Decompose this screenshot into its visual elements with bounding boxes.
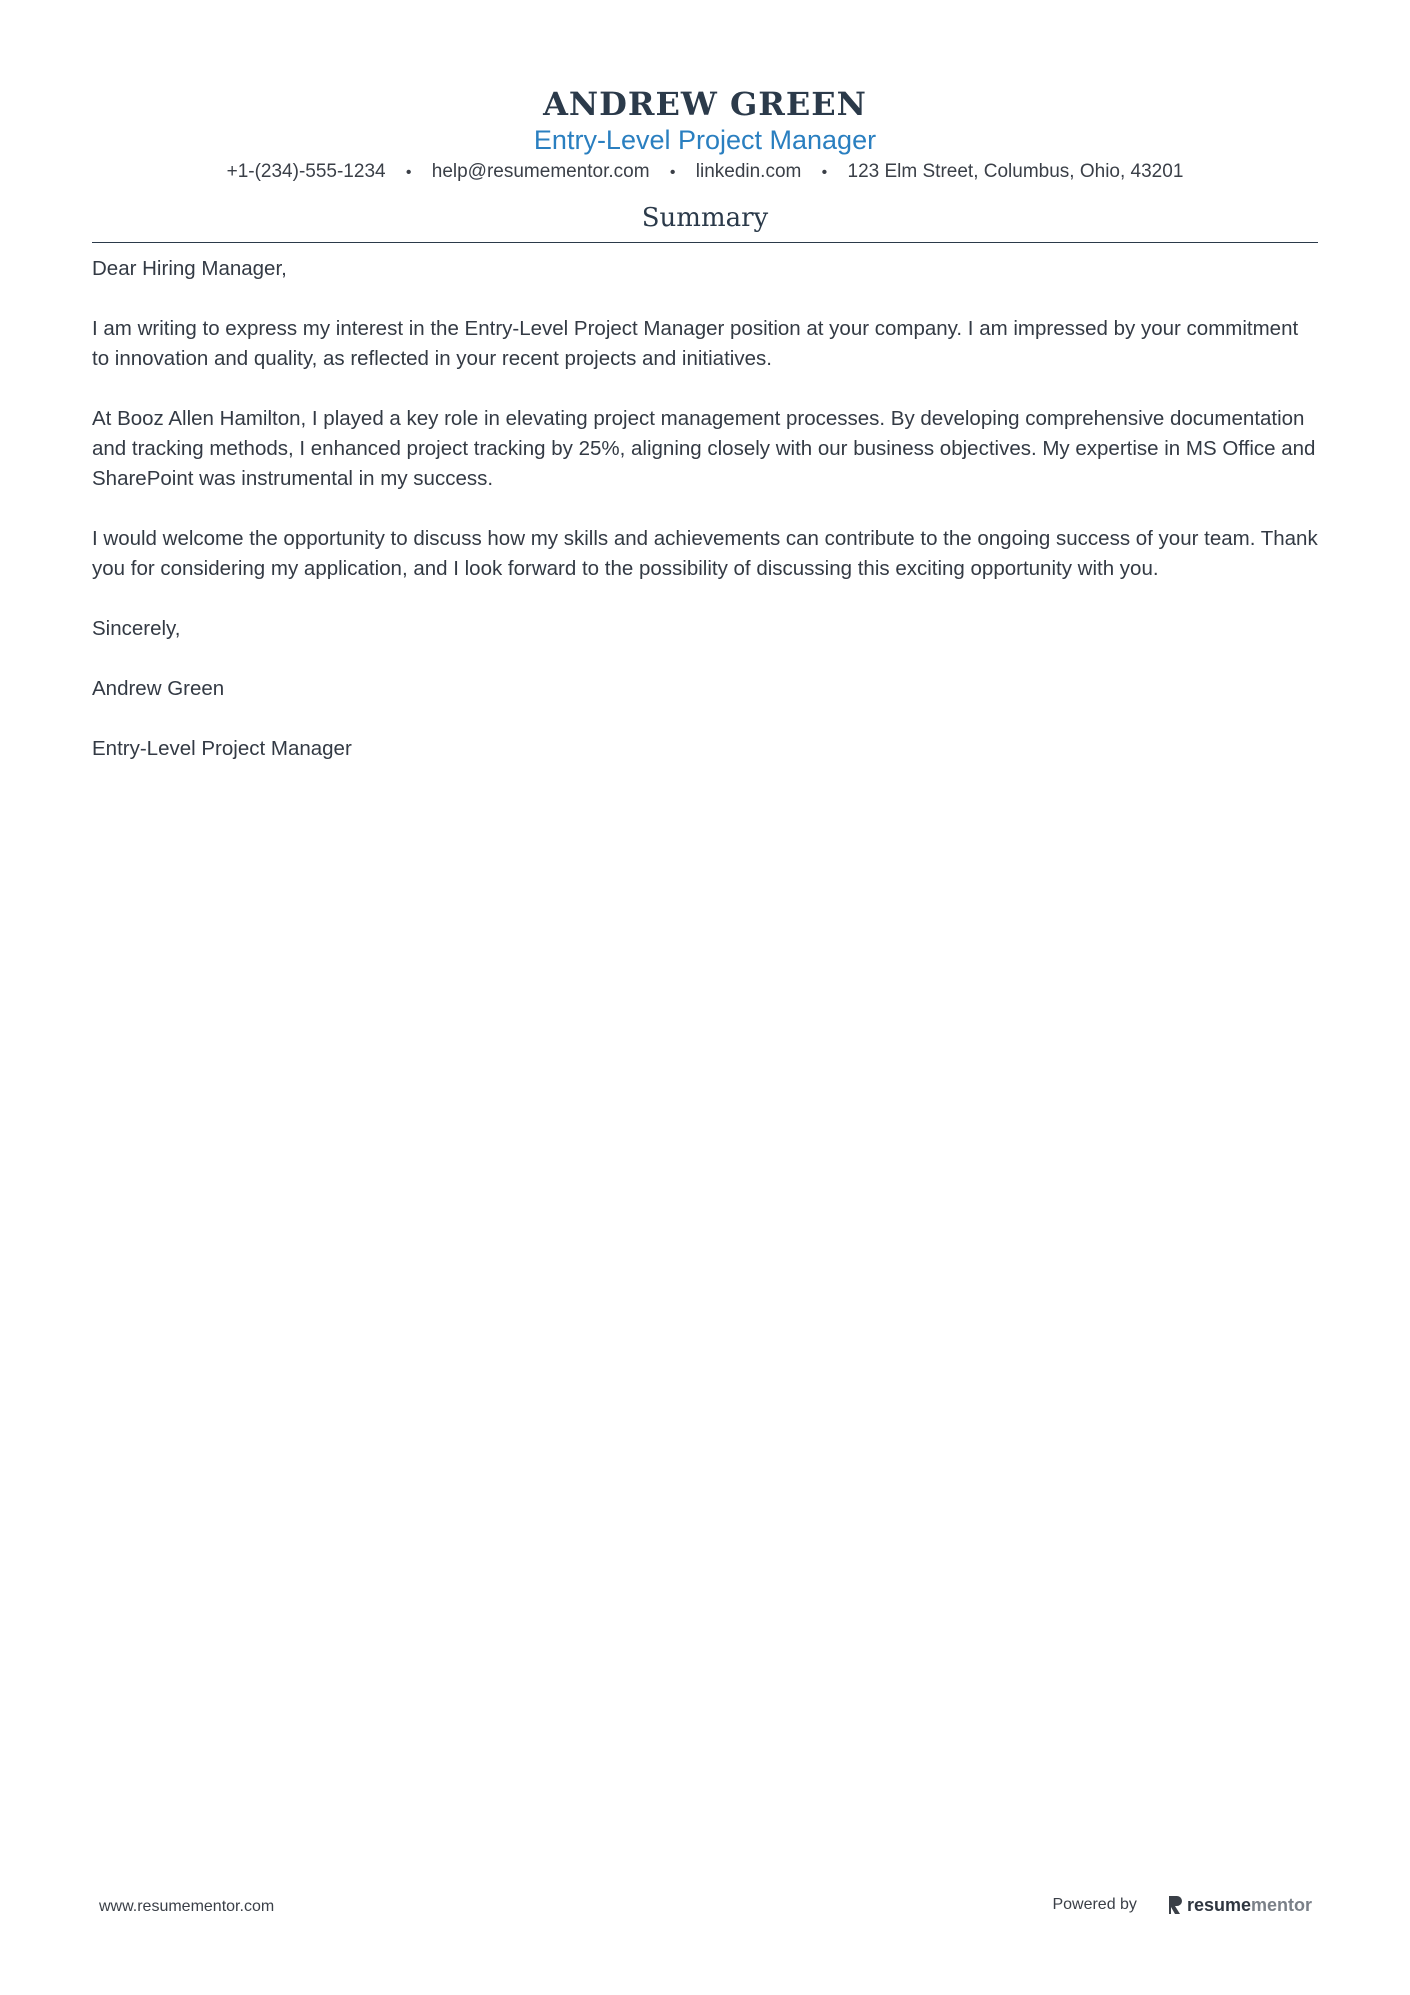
resumementor-logo-icon bbox=[1167, 1894, 1183, 1916]
candidate-title: Entry-Level Project Manager bbox=[533, 125, 877, 155]
contact-separator: • bbox=[669, 164, 676, 181]
signature-title: Entry-Level Project Manager bbox=[92, 737, 352, 760]
footer-branding bbox=[1052, 1894, 1312, 1916]
header bbox=[92, 84, 1318, 187]
resumementor-logo[interactable] bbox=[1167, 1894, 1312, 1916]
contact-phone[interactable]: +1-(234)-555-1234 bbox=[226, 161, 386, 182]
letter-closing: Sincerely, bbox=[92, 617, 181, 640]
letter-paragraph: I am writing to express my interest in the Entry-Level Project Manager position at your company. I am impressed by your commitment to innovation and quality, as reflected in your recent projects and initiatives. bbox=[92, 317, 1299, 370]
brand-text-bold: resume bbox=[1186, 1894, 1251, 1915]
contact-line bbox=[92, 158, 1318, 187]
signature-name: Andrew Green bbox=[92, 677, 225, 700]
letter-paragraph: At Booz Allen Hamilton, I played a key role in elevating project management processes. By developing comprehensive documentation and tracking methods, I enhanced project tracking by 25%, aligning closely with our business objectives. My expertise in MS Office and SharePoint was instrumental in my success. bbox=[92, 407, 1316, 490]
letter-body bbox=[92, 254, 1318, 794]
contact-address: 123 Elm Street, Columbus, Ohio, 43201 bbox=[847, 161, 1184, 182]
contact-email[interactable]: help@resumementor.com bbox=[431, 161, 650, 182]
section-divider bbox=[92, 242, 1318, 243]
section-heading-summary: Summary bbox=[641, 203, 769, 233]
candidate-name: ANDREW GREEN bbox=[543, 85, 867, 123]
letter-paragraph: I would welcome the opportunity to discuss how my skills and achievements can contribute to the ongoing success of your team. Thank you for considering my application, and I look forward to the possibility of discussing this exciting opportunity with you. bbox=[92, 527, 1318, 580]
powered-by-label: Powered by bbox=[1052, 1896, 1137, 1913]
contact-separator: • bbox=[405, 164, 412, 181]
contact-linkedin[interactable]: linkedin.com bbox=[695, 161, 802, 182]
letter-greeting: Dear Hiring Manager, bbox=[92, 257, 287, 280]
contact-separator: • bbox=[821, 164, 828, 181]
footer-website[interactable]: www.resumementor.com bbox=[99, 1898, 275, 1915]
brand-text-light: mentor bbox=[1250, 1894, 1312, 1915]
